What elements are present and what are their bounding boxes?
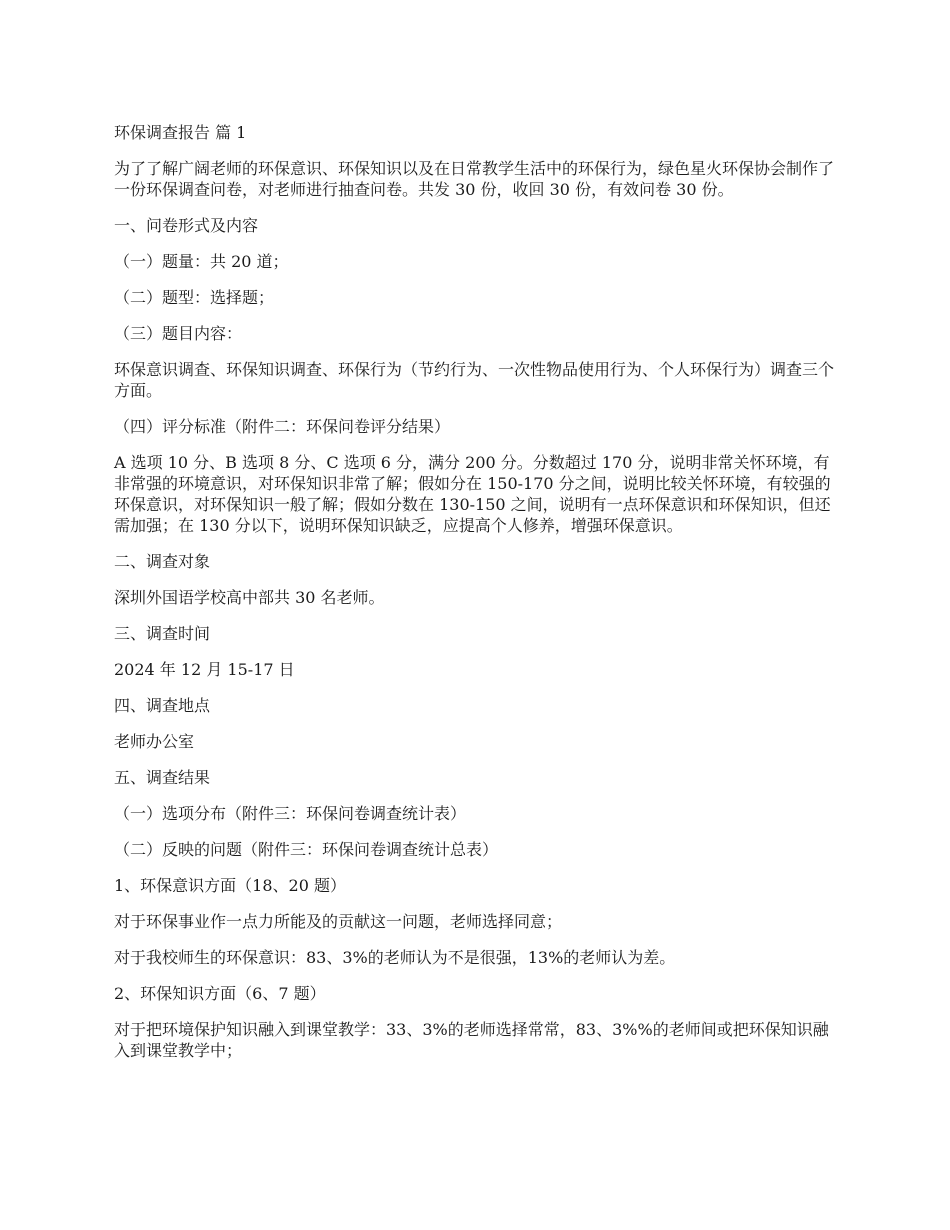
document-title: 环保调查报告 篇 1 (114, 123, 247, 142)
subheading-knowledge: 2、环保知识方面（6、7 题） (114, 984, 326, 1003)
awareness-paragraph-1: 对于环保事业作一点力所能及的贡献这一问题，老师选择同意； (114, 912, 563, 931)
section-heading-1: 一、问卷形式及内容 (114, 216, 259, 235)
section-heading-4: 四、调查地点 (114, 696, 211, 715)
survey-location-paragraph: 老师办公室 (114, 732, 195, 751)
survey-time-paragraph: 2024 年 12 月 15-17 日 (114, 660, 295, 679)
item-option-distribution: （一）选项分布（附件三：环保问卷调查统计表） (114, 804, 467, 823)
section-heading-2: 二、调查对象 (114, 552, 211, 571)
intro-paragraph: 为了了解广阔老师的环保意识、环保知识以及在日常教学生活中的环保行为，绿色星火环保协会制作了一份环保调查问卷，对老师进行抽查问卷。共发 30 份，收回 30 份，有效问卷 30 份。 (114, 159, 835, 199)
item-question-type: （二）题型：选择题； (114, 288, 275, 307)
knowledge-paragraph: 对于把环境保护知识融入到课堂教学：33、3%的老师选择常常，83、3%%的老师间或把环保知识融入到课堂教学中； (114, 1020, 829, 1060)
section-heading-5: 五、调查结果 (114, 768, 211, 787)
item-reflected-issues: （二）反映的问题（附件三：环保问卷调查统计总表） (114, 840, 499, 859)
scoring-paragraph: A 选项 10 分、B 选项 8 分、C 选项 6 分，满分 200 分。分数超过 170 分，说明非常关怀环境，有非常强的环境意识，对环保知识非常了解；假如分在 150-170 分之间，说明比较关怀环境，有较强的环保意识，对环保知识一般了解；假如分数在 130-150 之间，说明有一点环保意识和环保知识，但还需加强；在 130 分以下，说明环保知识缺乏，应提高个人修养，增强环保意识。 (114, 453, 831, 535)
awareness-paragraph-2: 对于我校师生的环保意识：83、3%的老师认为不是很强，13%的老师认为差。 (114, 948, 676, 967)
document-body (114, 122, 844, 1076)
item-scoring-standard: （四）评分标准（附件二：环保问卷评分结果） (114, 417, 451, 436)
section-heading-3: 三、调查时间 (114, 624, 211, 643)
subheading-awareness: 1、环保意识方面（18、20 题） (114, 876, 346, 895)
content-paragraph: 环保意识调查、环保知识调查、环保行为（节约行为、一次性物品使用行为、个人环保行为）调查三个方面。 (114, 360, 835, 400)
survey-subject-paragraph: 深圳外国语学校高中部共 30 名老师。 (114, 588, 385, 607)
item-question-count: （一）题量：共 20 道； (114, 252, 289, 271)
item-question-content: （三）题目内容： (114, 324, 243, 343)
